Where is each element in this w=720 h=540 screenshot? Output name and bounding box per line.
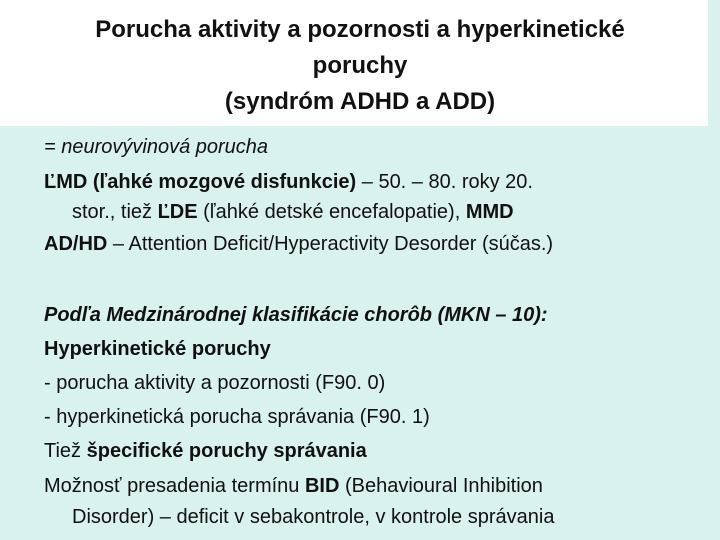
body-line-mkn-heading [44, 303, 548, 327]
bid-term: BID [304, 475, 340, 497]
mkn-heading: Podľa Medzinárodnej klasifikácie chorôb (MKN – 10): [44, 304, 548, 326]
specific-prefix: Tiež [44, 440, 87, 462]
hyperkinetic-heading: Hyperkinetické poruchy [44, 338, 271, 360]
bid-continuation: Disorder) – deficit v sebakontrole, v kontrole správania [72, 506, 555, 528]
lde-term: ĽDE [157, 201, 198, 223]
f900-text: - porucha aktivity a pozornosti (F90. 0) [44, 372, 386, 394]
f901-text: - hyperkinetická porucha správania (F90. 1) [44, 406, 430, 428]
body-line-hyperkinetic [44, 337, 271, 361]
lmd-term: ĽMD (ľahké mozgové disfunkcie) [44, 171, 357, 193]
decorative-strip [708, 0, 720, 126]
bid-text: (Behavioural Inhibition [339, 475, 543, 497]
body-line-f900 [44, 371, 385, 395]
body-line-specific [44, 439, 367, 463]
slide-title-line-1: Porucha aktivity a pozornosti a hyperkinetické [95, 16, 625, 43]
title-area [0, 0, 720, 126]
body-line-bid [44, 474, 543, 498]
specific-term: špecifické poruchy správania [86, 440, 367, 462]
definition-text: = neurovývinová porucha [44, 136, 269, 158]
body-line-bid-cont [72, 505, 554, 529]
body-line-definition [44, 135, 268, 159]
body-line-adhd [44, 232, 553, 256]
body-line-f901 [44, 405, 430, 429]
lde-text: (ľahké detské encefalopatie), [197, 201, 466, 223]
mmd-term: MMD [465, 201, 514, 223]
body-line-lde [72, 200, 514, 224]
adhd-term: AD/HD [44, 233, 108, 255]
lmd-text: – 50. – 80. roky 20. [356, 171, 533, 193]
lde-prefix: stor., tiež [72, 201, 158, 223]
bid-prefix: Možnosť presadenia termínu [44, 475, 305, 497]
adhd-text: – Attention Deficit/Hyperactivity Desorder (súčas.) [107, 233, 554, 255]
body-line-lmd [44, 170, 533, 194]
slide-title-line-3: (syndróm ADHD a ADD) [224, 88, 496, 115]
slide-title-line-2: poruchy [312, 52, 408, 79]
